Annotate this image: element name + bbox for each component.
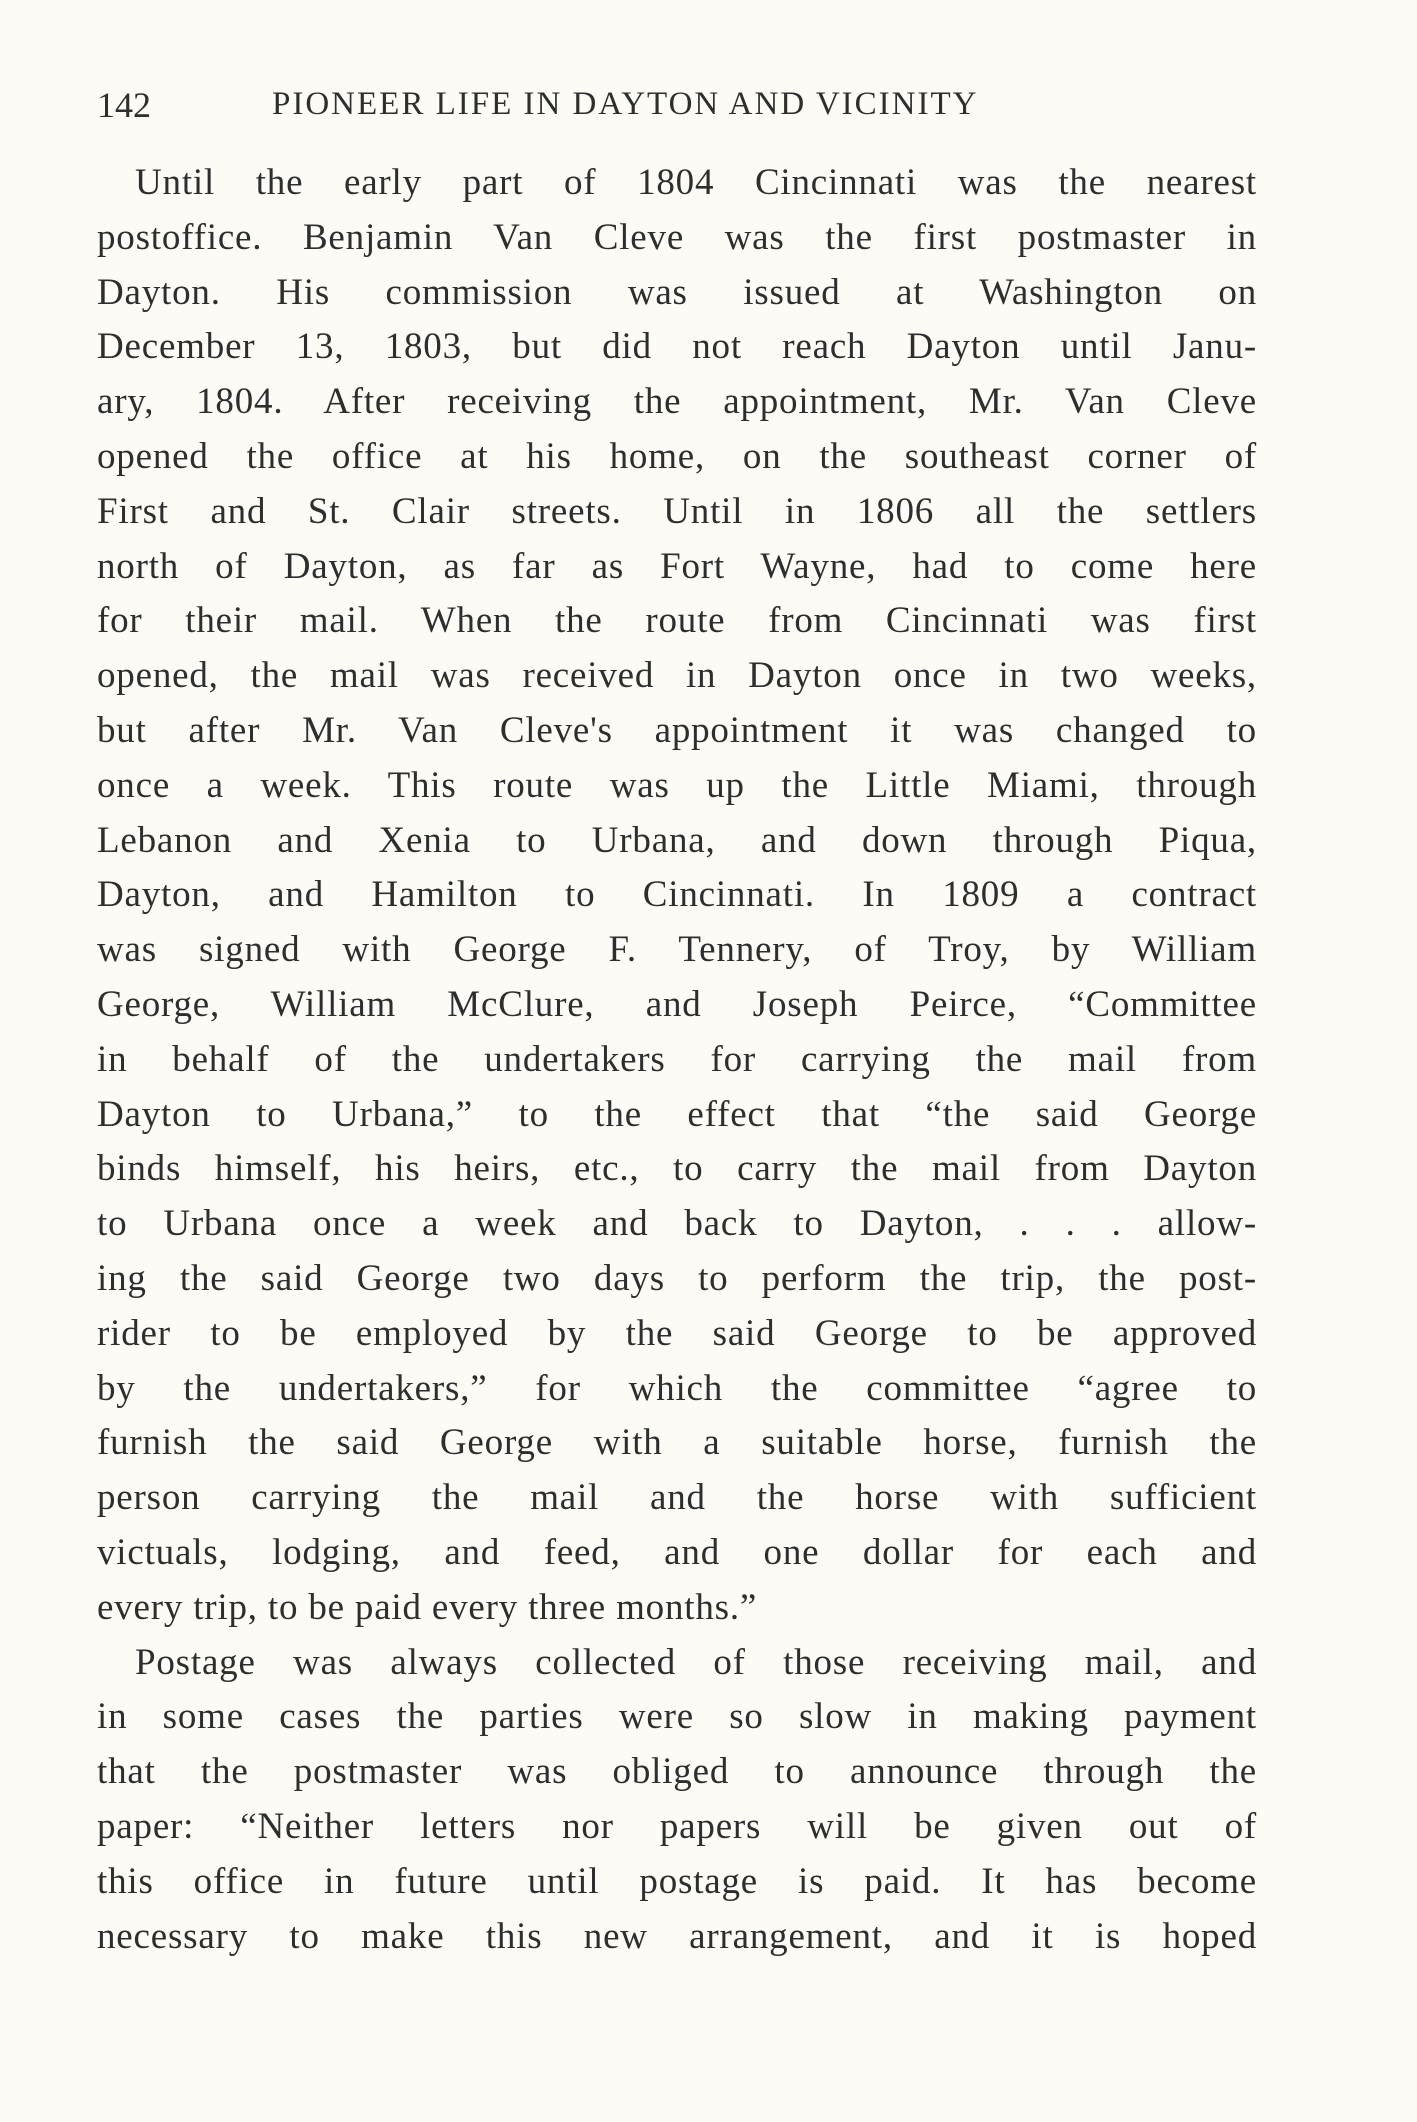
text-line: was signed with George F. Tennery, of Troy, by William [97, 929, 1257, 971]
text-line: December 13, 1803, but did not reach Dayton until Janu- [97, 326, 1257, 368]
text-line: victuals, lodging, and feed, and one dollar for each and [97, 1531, 1257, 1573]
paragraph [97, 156, 1257, 1636]
text-line: in behalf of the undertakers for carrying the mail from [97, 1038, 1257, 1080]
text-line: that the postmaster was obliged to announce through the [97, 1751, 1257, 1793]
text-line: for their mail. When the route from Cincinnati was first [97, 600, 1257, 642]
paragraph [97, 1636, 1257, 1965]
text-line: by the undertakers,” for which the committee “agree to [97, 1367, 1257, 1409]
text-line: Dayton, and Hamilton to Cincinnati. In 1809 a contract [97, 874, 1257, 916]
text-line: opened, the mail was received in Dayton once in two weeks, [97, 655, 1257, 697]
text-line: furnish the said George with a suitable horse, furnish the [97, 1422, 1257, 1464]
text-line: necessary to make this new arrangement, and it is hoped [97, 1915, 1257, 1957]
page-header [97, 84, 1257, 132]
text-line: every trip, to be paid every three months.” [97, 1586, 758, 1628]
text-line: George, William McClure, and Joseph Peirce, “Committee [97, 983, 1257, 1025]
text-line: to Urbana once a week and back to Dayton, . . . allow- [97, 1203, 1257, 1245]
text-line: but after Mr. Van Cleve's appointment it was changed to [97, 709, 1257, 751]
page-number: 142 [97, 85, 151, 125]
text-line: in some cases the parties were so slow in making payment [97, 1696, 1257, 1738]
text-line: Dayton to Urbana,” to the effect that “the said George [97, 1093, 1257, 1135]
text-line: Until the early part of 1804 Cincinnati was the nearest [135, 162, 1257, 203]
text-line: ing the said George two days to perform the trip, the post- [97, 1257, 1257, 1299]
text-line: First and St. Clair streets. Until in 1806 all the settlers [97, 490, 1257, 532]
text-line: Lebanon and Xenia to Urbana, and down through Piqua, [97, 819, 1257, 861]
text-line: binds himself, his heirs, etc., to carry the mail from Dayton [97, 1148, 1257, 1190]
text-line: once a week. This route was up the Little Miami, through [97, 764, 1257, 806]
text-line: north of Dayton, as far as Fort Wayne, had to come here [97, 545, 1257, 587]
text-line: Dayton. His commission was issued at Washington on [97, 271, 1257, 313]
text-line: person carrying the mail and the horse with sufficient [97, 1477, 1257, 1519]
text-line: paper: “Neither letters nor papers will be given out of [97, 1805, 1257, 1847]
text-line: Postage was always collected of those receiving mail, and [135, 1641, 1257, 1683]
text-line: ary, 1804. After receiving the appointment, Mr. Van Cleve [97, 381, 1257, 423]
text-line: postoffice. Benjamin Van Cleve was the first postmaster in [97, 216, 1257, 258]
running-title: PIONEER LIFE IN DAYTON AND VICINITY [272, 86, 979, 122]
body-text [97, 156, 1257, 1964]
text-line: opened the office at his home, on the southeast corner of [97, 435, 1257, 477]
text-line: rider to be employed by the said George to be approved [97, 1312, 1257, 1354]
text-line: this office in future until postage is paid. It has become [97, 1860, 1257, 1902]
